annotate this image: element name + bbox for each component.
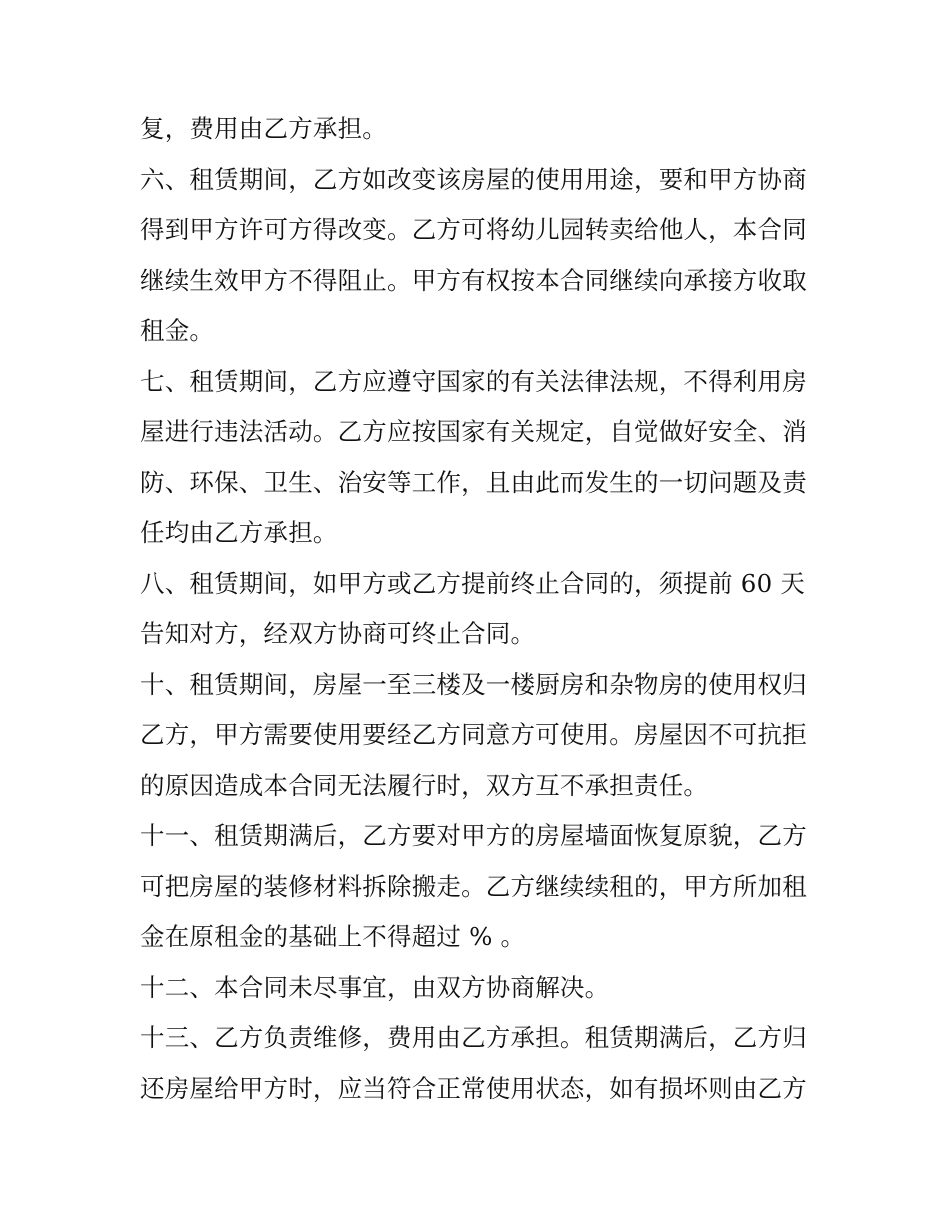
text-line-5: 租金。 (140, 316, 215, 345)
text-line-14: 的原因造成本合同无法履行时，双方互不承担责任。 (140, 770, 709, 800)
text-line-4: 继续生效甲方不得阻止。甲方有权按本合同继续向承接方收取 (140, 265, 807, 295)
text-line-18: 十二、本合同未尽事宜，由双方协商解决。 (140, 972, 610, 1002)
text-line-6: 七、租赁期间，乙方应遵守国家的有关法律法规，不得利用房 (140, 366, 807, 396)
text-line-15: 十一、租赁期满后，乙方要对甲方的房屋墙面恢复原貌，乙方 (140, 821, 807, 850)
text-line-11: 告知对方，经双方协商可终止合同。 (140, 619, 536, 648)
text-line-10: 八、租赁期间，如甲方或乙方提前终止合同的，须提前 60 天 (140, 568, 806, 598)
text-line-16: 可把房屋的装修材料拆除搬走。乙方继续续租的，甲方所加租 (140, 871, 807, 901)
text-line-8: 防、环保、卫生、治安等工作，且由此而发生的一切问题及责 (140, 467, 807, 497)
text-line-17: 金在原租金的基础上不得超过 % 。 (140, 922, 526, 951)
text-line-3: 得到甲方许可方得改变。乙方可将幼儿园转卖给他人，本合同 (140, 215, 807, 244)
text-line-13: 乙方，甲方需要使用要经乙方同意方可使用。房屋因不可抗拒 (140, 720, 807, 749)
text-line-9: 任均由乙方承担。 (140, 518, 338, 547)
text-line-12: 十、租赁期间，房屋一至三楼及一楼厨房和杂物房的使用权归 (140, 669, 807, 699)
document-body (140, 104, 830, 1114)
text-line-19: 十三、乙方负责维修，费用由乙方承担。租赁期满后，乙方归 (140, 1023, 807, 1052)
text-line-2: 六、租赁期间，乙方如改变该房屋的使用用途，要和甲方协商 (140, 164, 807, 194)
text-line-20: 还房屋给甲方时，应当符合正常使用状态，如有损坏则由乙方 (140, 1073, 807, 1103)
text-line-1: 复，费用由乙方承担。 (140, 114, 387, 143)
text-line-7: 屋进行违法活动。乙方应按国家有关规定，自觉做好安全、消 (140, 417, 807, 446)
